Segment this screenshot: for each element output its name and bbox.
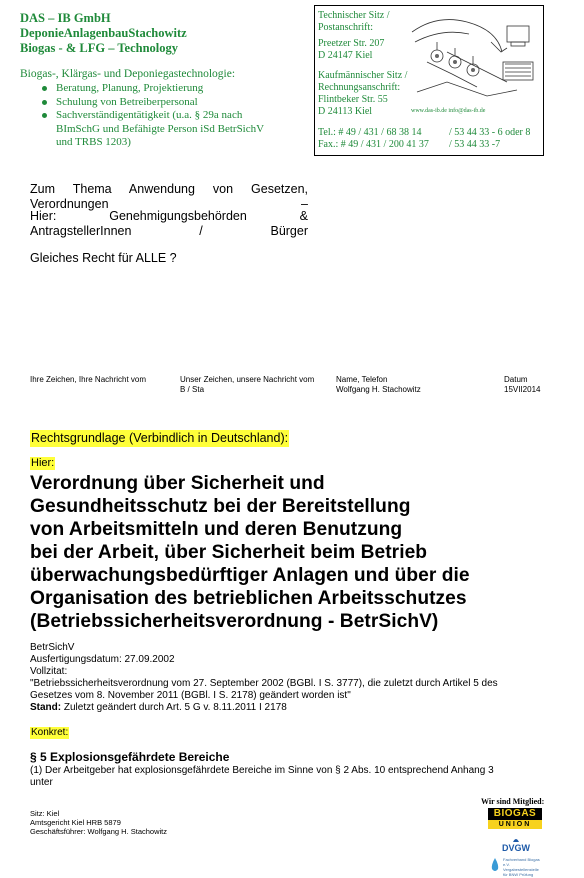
footer-line: Geschäftsführer: Wolfgang H. Stachowitz: [30, 827, 168, 836]
regulation-date: Ausfertigungsdatum: 27.09.2002: [30, 654, 175, 665]
comm-street: Flintbeker Str. 55: [318, 94, 388, 105]
stand-text: Zuletzt geändert durch Art. 5 G v. 8.11.2011 I 2178: [61, 702, 287, 713]
fax: Fax.: # 49 / 431 / 200 41 37: [318, 139, 429, 150]
tech-street: Preetzer Str. 207: [318, 38, 385, 49]
subject-line: Hier: Genehmigungsbehörden & AntragstellerInnen / Bürger: [30, 209, 308, 238]
footer-line: Sitz: Kiel: [30, 809, 60, 818]
ref-value-name: Wolfgang H. Stachowitz: [336, 385, 421, 394]
subject-question: Gleiches Recht für ALLE ?: [30, 251, 177, 265]
title-line: von Arbeitsmitteln und deren Benutzung: [30, 519, 403, 540]
tech-address-title: Technischer Sitz / Postanschrift:: [318, 10, 390, 33]
bullet-icon: [42, 100, 47, 105]
ref-label-date: Datum: [504, 375, 528, 384]
ref-label-ours: Unser Zeichen, unsere Nachricht vom: [180, 375, 315, 384]
ref-value-ours: B / Sta: [180, 385, 205, 394]
vollzitat-text: Gesetzes vom 8. November 2011 (BGBl. I S. 2178) geändert worden ist": [30, 690, 351, 701]
vollzitat-text: "Betriebssicherheitsverordnung vom 27. September 2002 (BGBl. I S. 3777), die zuletzt durch Artikel 5 des: [30, 678, 498, 689]
biogas-union-logo: [488, 808, 542, 830]
ref-label-yours: Ihre Zeichen, Ihre Nachricht vom: [30, 375, 147, 384]
stand-label: Stand:: [30, 702, 62, 713]
subject-line: Zum Thema Anwendung von Gesetzen, Verordnungen –: [30, 182, 308, 211]
services-list: [38, 82, 268, 150]
section-text: (1) Der Arbeitgeber hat explosionsgefährdete Bereiche im Sinne von § 2 Abs. 10 entsprechend Anhang 3: [30, 765, 494, 776]
vollzitat-label: Vollzitat:: [30, 666, 68, 677]
regulation-title: [30, 472, 470, 633]
telephone: Tel.: # 49 / 431 / 68 38 14: [318, 127, 422, 138]
fachverband-text: Fachverband Biogas e.V. Vergabestellenstelle für BNW Prüfung: [503, 857, 540, 877]
footer-line: Amtsgericht Kiel HRB 5879: [30, 818, 121, 827]
telephone-ext: / 53 44 33 - 6 oder 8: [449, 127, 531, 138]
stand-line: [30, 702, 287, 714]
company-line: DeponieAnlagenbauStachowitz: [20, 26, 187, 40]
list-item: Beratung, Planung, Projektierung: [38, 82, 268, 96]
dvgw-logo-text: DVGW: [502, 843, 530, 853]
commercial-address-title: Kaufmännischer Sitz / Rechnungsanschrift:: [318, 70, 408, 93]
biogas-logo-text: BIOGAS: [488, 808, 542, 820]
tech-city: D 24147 Kiel: [318, 50, 373, 61]
bullet-icon: [42, 86, 47, 91]
title-line: bei der Arbeit, über Sicherheit beim Betrieb: [30, 542, 428, 563]
list-item: Schulung von Betreiberpersonal: [38, 96, 268, 110]
union-logo-text: UNION: [488, 820, 542, 829]
subject-block: [30, 182, 308, 212]
contact-box: [314, 5, 544, 156]
konkret-label: Konkret:: [31, 727, 69, 738]
title-line: (Betriebssicherheitsverordnung - BetrSichV): [30, 611, 439, 632]
title-line: Organisation des betrieblichen Arbeitsschutzes: [30, 588, 467, 609]
title-line: Verordnung über Sicherheit und: [30, 473, 325, 494]
bullet-icon: [42, 113, 47, 118]
membership-label: Wir sind Mitglied:: [481, 797, 545, 806]
section-text: unter: [30, 777, 53, 788]
company-name-block: [20, 11, 187, 56]
comm-city: D 24113 Kiel: [318, 106, 373, 117]
footer-legal: [30, 809, 167, 836]
section-title: § 5 Explosionsgefährdete Bereiche: [30, 750, 230, 764]
list-item: Sachverständigentätigkeit (u.a. § 29a nach BImSchG und Befähigte Person iSd BetrSichV und TRBS 1203): [38, 109, 268, 150]
fachverband-logo: [490, 855, 542, 875]
company-line: DAS – IB GmbH: [20, 11, 111, 25]
hier-label: Hier:: [31, 457, 55, 469]
dvgw-flame-icon: [489, 836, 543, 843]
title-line: überwachungsbedürftiger Anlagen und über die: [30, 565, 470, 586]
legal-basis-heading: Rechtsgrundlage (Verbindlich in Deutschland):: [31, 431, 289, 445]
plant-illustration: [407, 12, 539, 104]
company-subtitle: Biogas-, Klärgas- und Deponiegastechnologie:: [20, 68, 236, 80]
dvgw-logo: [489, 836, 543, 853]
ref-label-name: Name, Telefon: [336, 375, 388, 384]
drop-icon: [490, 857, 500, 873]
website-link[interactable]: www.das-ib.de info@das-ib.de: [411, 108, 486, 114]
company-line: Biogas - & LFG – Technology: [20, 41, 179, 55]
fax-ext: / 53 44 33 -7: [449, 139, 501, 150]
ref-value-date: 15VII2014: [504, 385, 541, 394]
title-line: Gesundheitsschutz bei der Bereitstellung: [30, 496, 411, 517]
regulation-abbr: BetrSichV: [30, 642, 75, 653]
